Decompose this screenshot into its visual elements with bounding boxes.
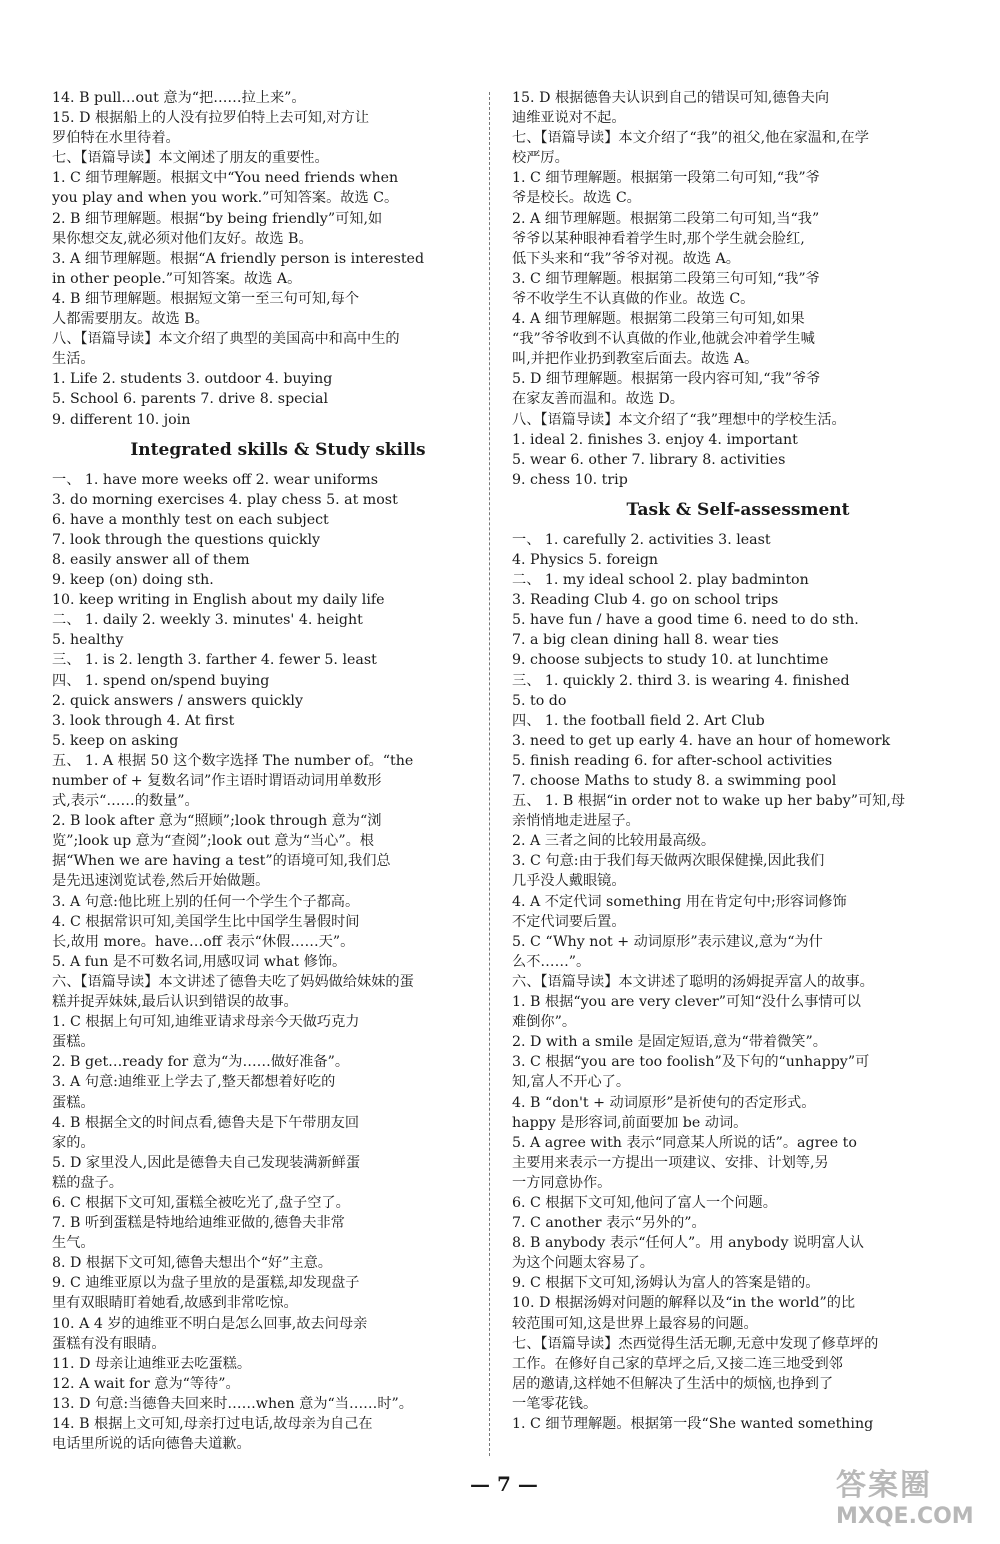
text-line: 5. C “Why not + 动词原形”表示建议,意为“为什	[512, 933, 823, 950]
text-line: 3. do morning exercises 4. play chess 5. at most	[52, 491, 398, 508]
text-line: happy 是形容词,前面要加 be 动词。	[512, 1114, 748, 1131]
page-number: — 7 —	[470, 1472, 538, 1496]
text-line: 2. B 细节理解题。根据“by being friendly”可知,如	[52, 210, 383, 227]
text-line: 2. B get…ready for 意为“为……做好准备”。	[52, 1054, 350, 1071]
text-line: 1. ideal 2. finishes 3. enjoy 4. important	[512, 431, 798, 448]
text-line: 果你想交友,就必须对他们友好。故选 B。	[52, 230, 313, 247]
text-line: 1. C 细节理解题。根据第一段“She wanted something	[512, 1416, 874, 1432]
text-line: 5. School 6. parents 7. drive 8. special	[52, 391, 329, 408]
text-line: 5. have fun / have a good time 6. need to do sth.	[512, 612, 859, 629]
text-line: 一方同意协作。	[512, 1174, 612, 1191]
text-line: 3. A 句意:迪维亚上学去了,整天都想着好吃的	[52, 1074, 336, 1091]
text-line: 9. choose subjects to study 10. at lunchtime	[512, 652, 829, 669]
section-title: Task & Self-assessment	[626, 499, 850, 520]
column-divider	[489, 92, 490, 1456]
text-line: 2. D with a smile 是固定短语,意为“带着微笑”。	[512, 1034, 827, 1051]
text-line: 叫,并把作业扔到教室后面去。故选 A。	[512, 351, 759, 368]
text-line: 3. Reading Club 4. go on school trips	[512, 592, 779, 609]
text-line: 二、 1. daily 2. weekly 3. minutes' 4. height	[52, 612, 363, 629]
text-line: 六、【语篇导读】本文讲述了德鲁夫吃了妈妈做给妹妹的蛋	[52, 973, 414, 990]
text-line: 是先迅速浏览试卷,然后开始做题。	[52, 873, 270, 890]
text-line: 八、【语篇导读】本文介绍了典型的美国高中和高中生的	[52, 331, 400, 348]
text-line: 9. chess 10. trip	[512, 471, 628, 488]
text-line: 据“When we are having a test”的语境可知,我们总	[52, 853, 391, 870]
text-line: 爷不收学生不认真做的作业。故选 C。	[512, 290, 755, 307]
text-line: 15. D 根据船上的人没有拉罗伯特上去可知,对方让	[52, 110, 370, 127]
text-line: 爷是校长。故选 C。	[512, 190, 641, 207]
text-line: 7. look through the questions quickly	[52, 531, 321, 548]
text-line: 七、【语篇导读】本文阐述了朋友的重要性。	[52, 150, 329, 167]
text-line: in other people.”可知答案。故选 A。	[52, 270, 302, 287]
text-line: 生活。	[52, 351, 95, 368]
text-line: 览”;look up 意为“查阅”;look out 意为“当心”。根	[52, 833, 374, 850]
text-line: 8. easily answer all of them	[52, 551, 250, 568]
text-line: 五、 1. A 根据 50 这个数字选择 The number of。“the	[52, 752, 414, 769]
text-line: number of + 复数名词”作主语时谓语动词用单数形	[52, 773, 382, 789]
text-line: 迪维亚说对不起。	[512, 110, 626, 127]
text-line: 罗伯特在水里待着。	[52, 130, 180, 147]
text-line: 3. look through 4. At first	[52, 712, 235, 729]
text-line: 校严厉。	[512, 150, 569, 167]
text-line: 七、【语篇导读】本文介绍了“我”的祖父,他在家温和,在学	[512, 130, 869, 147]
text-line: 三、 1. is 2. length 3. farther 4. fewer 5. least	[52, 652, 377, 669]
text-line: 四、 1. spend on/spend buying	[52, 672, 270, 689]
text-line: 11. D 母亲让迪维亚去吃蛋糕。	[52, 1355, 252, 1372]
text-line: 爷爷以某种眼神看着学生时,那个学生就会脸红,	[512, 230, 805, 247]
text-line: 七、【语篇导读】杰西觉得生活无聊,无意中发现了修草坪的	[512, 1335, 879, 1352]
text-line: 7. a big clean dining hall 8. wear ties	[512, 632, 779, 649]
text-line: 2. A 细节理解题。根据第二段第二句可知,当“我”	[512, 210, 820, 227]
text-line: 9. different 10. join	[52, 411, 191, 428]
text-line: 1. B 根据“you are very clever”可知“没什么事情可以	[512, 994, 861, 1011]
text-line: 糕并捉弄妹妹,最后认识到错误的故事。	[52, 994, 298, 1011]
text-line: 3. C 细节理解题。根据第二段第三句可知,“我”爷	[512, 270, 820, 287]
text-line: 人都需要朋友。故选 B。	[52, 311, 209, 328]
text-line: 4. A 细节理解题。根据第二段第三句可知,如果	[512, 311, 805, 328]
text-line: 式,表示“……的数量”。	[52, 793, 199, 810]
text-line: 4. Physics 5. foreign	[512, 551, 659, 568]
text-line: 14. B pull…out 意为“把……拉上来”。	[52, 90, 306, 106]
text-line: 5. keep on asking	[52, 732, 179, 749]
text-line: 主要用来表示一方提出一项建议、安排、计划等,另	[512, 1154, 829, 1171]
text-line: 3. A 细节理解题。根据“A friendly person is interested	[52, 250, 425, 267]
text-line: 里有双眼睛盯着她看,故感到非常吃惊。	[52, 1295, 298, 1312]
text-line: 10. keep writing in English about my daily life	[52, 592, 385, 609]
watermark-logo	[836, 1468, 984, 1538]
text-line: 六、【语篇导读】本文讲述了聪明的汤姆捉弄富人的故事。	[512, 973, 874, 990]
text-line: 4. B 根据全文的时间点看,德鲁夫是下午带朋友回	[52, 1114, 360, 1131]
text-line: 6. C 根据下文可知,他问了富人一个问题。	[512, 1194, 777, 1211]
text-line: 居的邀请,这样她不但解决了生活中的烦恼,也挣到了	[512, 1375, 834, 1392]
text-line: 较范围可知,这是世界上最容易的问题。	[512, 1315, 758, 1332]
text-line: 15. D 根据德鲁夫认识到自己的错误可知,德鲁夫向	[512, 90, 830, 106]
text-line: 1. C 根据上句可知,迪维亚请求母亲今天做巧克力	[52, 1014, 360, 1031]
text-line: 3. C 句意:由于我们每天做两次眼保健操,因此我们	[512, 853, 825, 870]
text-line: 7. C another 表示“另外的”。	[512, 1215, 706, 1232]
text-line: 生气。	[52, 1235, 95, 1252]
text-line: 1. C 细节理解题。根据文中“You need friends when	[52, 170, 399, 187]
text-line: 蛋糕有没有眼睛。	[52, 1335, 166, 1352]
text-line: 9. C 根据下文可知,汤姆认为富人的答案是错的。	[512, 1275, 820, 1292]
text-line: 2. quick answers / answers quickly	[52, 692, 303, 709]
text-line: 么不……”。	[512, 953, 591, 970]
text-line: 9. C 迪维亚原以为盘子里放的是蛋糕,却发现盘子	[52, 1275, 360, 1292]
text-line: 4. B 细节理解题。根据短文第一至三句可知,每个	[52, 290, 360, 307]
text-line: 14. B 根据上文可知,母亲打过电话,故母亲为自己在	[52, 1416, 373, 1432]
text-line: 为这个问题太容易了。	[512, 1255, 654, 1272]
text-line: 工作。在修好自己家的草坪之后,又接二连三地受到邻	[512, 1355, 843, 1372]
text-line: 9. keep (on) doing sth.	[52, 572, 214, 589]
text-line: 8. B anybody 表示“任何人”。用 anybody 说明富人认	[512, 1235, 864, 1252]
text-line: 8. D 根据下文可知,德鲁夫想出个“好”主意。	[52, 1255, 332, 1272]
text-line: 5. D 细节理解题。根据第一段内容可知,“我”爷爷	[512, 371, 821, 388]
text-line: 4. A 不定代词 something 用在肯定句中;形容词修饰	[512, 893, 847, 910]
text-line: 7. choose Maths to study 8. a swimming pool	[512, 773, 837, 789]
text-line: 6. have a monthly test on each subject	[52, 511, 329, 528]
text-line: 蛋糕。	[52, 1034, 95, 1051]
text-line: 八、【语篇导读】本文介绍了“我”理想中的学校生活。	[512, 411, 846, 428]
text-line: 13. D 句意:当德鲁夫回来时……when 意为“当……时”。	[52, 1395, 413, 1412]
text-line: 家的。	[52, 1134, 95, 1151]
text-line: 7. B 听到蛋糕是特地给迪维亚做的,德鲁夫非常	[52, 1215, 345, 1232]
text-line: 难倒你”。	[512, 1014, 577, 1031]
text-line: 在家友善而温和。故选 D。	[512, 391, 684, 408]
text-line: 10. D 根据汤姆对问题的解释以及“in the world”的比	[512, 1295, 856, 1312]
text-line: 3. C 根据“you are too foolish”及下句的“unhappy”可	[512, 1054, 870, 1071]
text-line: 不定代词要后置。	[512, 913, 626, 930]
text-line: 6. C 根据下文可知,蛋糕全被吃光了,盘子空了。	[52, 1194, 350, 1211]
text-line: “我”爷爷收到不认真做的作业,他就会冲着学生喊	[512, 331, 815, 348]
text-line: 低下头来和“我”爷爷对视。故选 A。	[512, 250, 740, 267]
text-line: 五、 1. B 根据“in order not to wake up her baby”可知,母	[512, 793, 906, 810]
text-line: 蛋糕。	[52, 1094, 95, 1111]
text-line: 几乎没人戴眼镜。	[512, 873, 626, 890]
left-column	[52, 88, 504, 1454]
text-line: 一、 1. carefully 2. activities 3. least	[512, 531, 771, 548]
text-line: 5. finish reading 6. for after-school activities	[512, 752, 833, 769]
right-column	[512, 88, 964, 1434]
text-line: 5. A agree with 表示“同意某人所说的话”。agree to	[512, 1134, 857, 1151]
text-line: 三、 1. quickly 2. third 3. is wearing 4. finished	[512, 672, 850, 689]
text-line: 4. B “don't + 动词原形”是祈使句的否定形式。	[512, 1094, 816, 1111]
text-line: 12. A wait for 意为“等待”。	[52, 1375, 240, 1392]
text-line: 2. B look after 意为“照顾”;look through 意为“浏	[52, 813, 382, 830]
text-line: 5. wear 6. other 7. library 8. activities	[512, 451, 786, 468]
text-line: 3. need to get up early 4. have an hour of homework	[512, 732, 891, 749]
text-line: 电话里所说的话向德鲁夫道歉。	[52, 1436, 251, 1453]
text-line: 知,富人不开心了。	[512, 1074, 631, 1091]
text-line: 5. healthy	[52, 632, 124, 649]
text-line: 3. A 句意:他比班上别的任何一个学生个子都高。	[52, 893, 360, 910]
text-line: you play and when you work.”可知答案。故选 C。	[52, 190, 399, 207]
text-line: 亲悄悄地走进屋子。	[512, 813, 640, 830]
text-line: 四、 1. the football field 2. Art Club	[512, 712, 765, 729]
watermark-logo-text: 答案圈	[836, 1468, 932, 1503]
watermark-url: MXQE.COM	[836, 1504, 974, 1529]
text-line: 糕的盘子。	[52, 1174, 123, 1191]
text-line: 二、 1. my ideal school 2. play badminton	[512, 572, 809, 589]
text-line: 5. D 家里没人,因此是德鲁夫自己发现装满新鲜蛋	[52, 1154, 361, 1171]
text-line: 一笔零花钱。	[512, 1395, 598, 1412]
text-line: 2. A 三者之间的比较用最高级。	[512, 833, 716, 850]
text-line: 1. C 细节理解题。根据第一段第二句可知,“我”爷	[512, 170, 820, 187]
text-line: 10. A 4 岁的迪维亚不明白是怎么回事,故去问母亲	[52, 1315, 368, 1332]
text-line: 5. to do	[512, 692, 567, 709]
text-line: 1. Life 2. students 3. outdoor 4. buying	[52, 371, 333, 388]
section-title: Integrated skills & Study skills	[130, 439, 426, 460]
text-line: 4. C 根据常识可知,美国学生比中国学生暑假时间	[52, 913, 360, 930]
text-line: 长,故用 more。have…off 表示“休假……天”。	[52, 933, 355, 950]
text-line: 一、 1. have more weeks off 2. wear uniforms	[52, 471, 379, 488]
text-line: 5. A fun 是不可数名词,用感叹词 what 修饰。	[52, 953, 347, 970]
